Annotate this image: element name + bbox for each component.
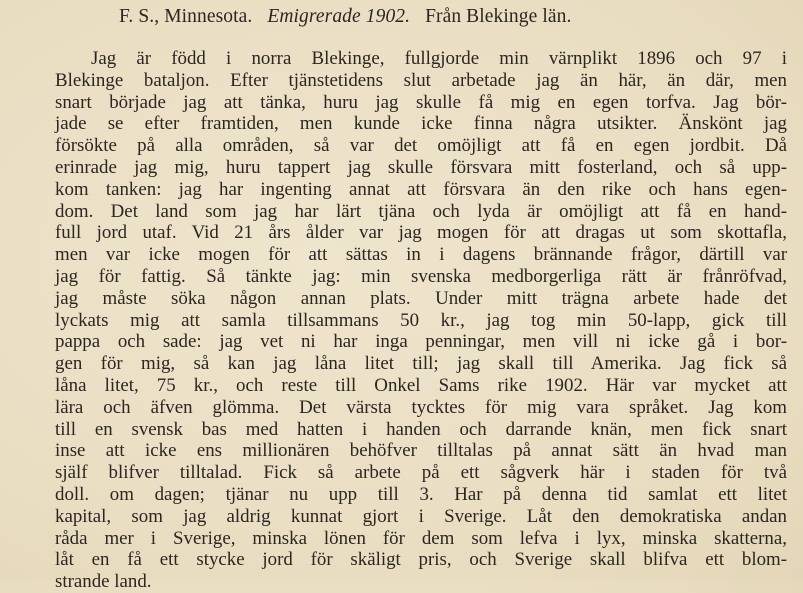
text-line: jag måste söka någon annan plats. Under mitt trägna arbete hade det — [55, 287, 787, 309]
heading-author: F. S., Minnesota. — [119, 6, 253, 27]
heading-origin: Från Blekinge län. — [425, 6, 572, 27]
text-line: låna litet, 75 kr., och reste till Onkel Sams rike 1902. Här var mycket att — [55, 374, 787, 396]
letter-heading — [119, 6, 571, 28]
text-line: jade se efter framtiden, men kunde icke finna några utsikter. Änskönt jag — [55, 113, 787, 135]
text-line: låt en få ett stycke jord för skäligt pris, och Sverige skall blifva ett blom- — [55, 549, 787, 571]
text-line: lära och äfven glömma. Det värsta tycktes för mig vara språket. Jag kom — [55, 396, 787, 418]
text-line: försökte på alla områden, så var det omöjligt att få en egen jordbit. Då — [55, 135, 787, 157]
text-line: Blekinge bataljon. Efter tjänstetidens slut arbetade jag än här, än där, men — [55, 69, 787, 91]
text-line: pappa och sade: jag vet ni har inga penningar, men vill ni icke gå i bor- — [55, 331, 787, 353]
text-line: strande land. — [55, 571, 152, 593]
text-line: full jord utaf. Vid 21 års ålder var jag mogen för att dragas ut som skottafla, — [55, 222, 787, 244]
text-line: dom. Det land som jag har lärt tjäna och lyda är omöjligt att få en hand- — [55, 200, 787, 222]
text-line: snart började jag att tänka, huru jag skulle få mig en egen torfva. Jag bör- — [55, 91, 787, 113]
text-line: lyckats mig att samla tillsammans 50 kr., jag tog min 50-lapp, gick till — [55, 309, 787, 331]
document-page — [55, 0, 787, 593]
text-line: kapital, som jag aldrig kunnat gjort i Sverige. Låt den demokratiska andan — [55, 505, 787, 527]
text-line: själf blifver tilltalad. Fick så arbete på ett sågverk här i staden för två — [55, 462, 787, 484]
text-line: råda mer i Sverige, minska lönen för dem som lefva i lyx, minska skatterna, — [55, 527, 787, 549]
text-line: erinrade jag mig, huru tappert jag skulle försvara mitt fosterland, och så upp- — [55, 156, 787, 178]
text-line: doll. om dagen; tjänar nu upp till 3. Har på denna tid samlat ett litet — [55, 483, 787, 505]
text-line: jag för fattig. Så tänkte jag: min svenska medborgerliga rätt är frånröfvad, — [55, 265, 787, 287]
text-line: till en svensk bas med hatten i handen och darrande knän, men fick snart — [55, 418, 787, 440]
letter-body — [55, 48, 787, 593]
heading-emigration-year: Emigrerade 1902. — [267, 6, 411, 27]
text-line: gen för mig, så kan jag låna litet till; jag skall till Amerika. Jag fick så — [55, 353, 787, 375]
text-line: men var icke mogen för att sättas in i dagens brännande frågor, därtill var — [55, 244, 787, 266]
text-line: kom tanken: jag har ingenting annat att försvara än den rike och hans egen- — [55, 178, 787, 200]
text-line: inse att icke ens millionären behöfver tilltalas på annat sätt än hvad man — [55, 440, 787, 462]
text-line: Jag är född i norra Blekinge, fullgjorde min värnplikt 1896 och 97 i — [91, 48, 787, 69]
